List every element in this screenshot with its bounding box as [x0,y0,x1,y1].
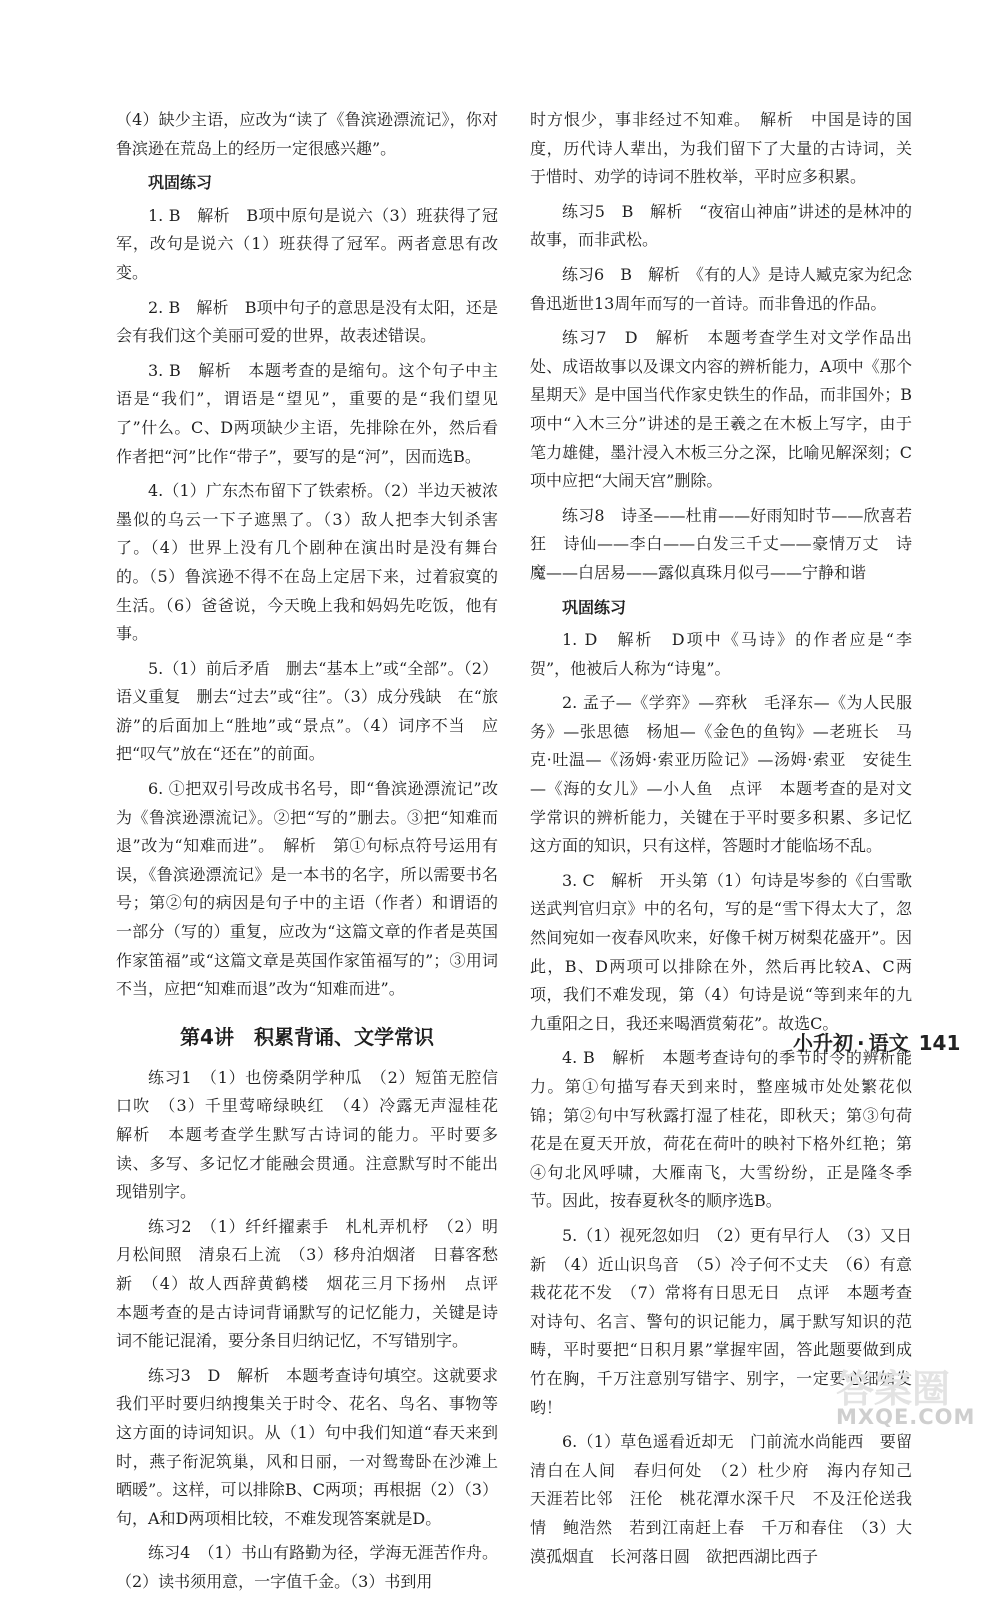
answer-paragraph: 练习6 B 解析 《有的人》是诗人臧克家为纪念鲁迅逝世13周年而写的一首诗。而非鲁迅的作品。 [530,264,912,313]
answer-paragraph: （4）缺少主语，应改为“读了《鲁滨逊漂流记》，你对鲁滨逊在荒岛上的经历一定很感兴趣”。 [116,110,498,158]
answer-paragraph: 练习7 D 解析 本题考查学生对文学作品出处、成语故事以及课文内容的辨析能力，A项中《那个星期天》是中国当代作家史铁生的作品，而非国外；B项中“入木三分”讲述的是王羲之在木板上写字，由于笔力雄健，墨汁浸入木板三分之深，比喻见解深刻；C项中应把“大闹天宫”删除。 [530,328,912,491]
answer-paragraph: 练习1 （1）也傍桑阴学种瓜 （2）短笛无腔信口吹 （3）千里莺啼绿映红 （4）冷露无声湿桂花 解析 本题考查学生默写古诗词的能力。平时要多读、多写、多记忆才能融会贯通。注意默写时不能出现错别字。 [116,1067,515,1202]
watermark-stamp: 答案圈 [836,1367,951,1411]
left-column [116,106,515,1603]
page-footer [793,1027,960,1056]
answer-paragraph: 练习8 诗圣——杜甫——好雨知时节——欣喜若狂 诗仙——李白——白发三千丈——豪情万丈 诗魔——白居易——露似真珠月似弓——宁静和谐 [530,505,912,582]
answer-paragraph: 2. 孟子—《学弈》—弈秋 毛泽东—《为人民服务》—张思德 杨旭—《金色的鱼钩》—老班长 马克·吐温—《汤姆·索亚历险记》—汤姆·索亚 安徒生—《海的女儿》—小人鱼 点评 本题考查的是对文学常识的辨析能力，关键在于平时要多积累、多记忆这方面的知识，只有这样，答题时才能临场不乱。 [530,693,912,856]
answer-paragraph: 2. B 解析 B项中句子的意思是没有太阳，还是会有我们这个美丽可爱的世界，故表述错误。 [116,297,498,346]
footer-separator: · [857,1031,865,1055]
right-column [530,106,929,1577]
answer-paragraph: 3. B 解析 本题考查的是缩句。这个句子中主语是“我们”，谓语是“望见”，重要的是“我们望见了”什么。C、D两项缺少主语，先排除在外，然后看作者把“河”比作“带子”，要写的是“河”，因而选B。 [116,360,498,466]
answer-paragraph: 练习5 B 解析 “夜宿山神庙”讲述的是林冲的故事，而非武松。 [530,201,912,250]
answer-paragraph: 练习4 （1）书山有路勤为径，学海无涯苦作舟。（2）读书须用意，一字值千金。（3）书到用 [116,1543,498,1591]
answer-paragraph: 1. D 解析 D项中《马诗》的作者应是“李贺”，他被后人称为“诗鬼”。 [530,630,912,678]
section-heading: 巩固练习 [148,173,213,193]
answer-paragraph: 6. ①把双引号改成书名号，即“鲁滨逊漂流记”改为《鲁滨逊漂流记》。②把“写的”删去。③把“知难而退”改为“知难而进”。 解析 第①句标点符号运用有误，《鲁滨逊漂流记》是一本书的名字，所以需要书名号；第②句的病因是句子中的主语（作者）和谓语的一部分（写的）重复，应改为“这篇文章的作者是英国作家笛福”或“这篇文章是英国作家笛福写的”；③用词不当，应把“知难而退”改为“知难而进”。 [116,779,498,999]
answer-paragraph: 4. B 解析 本题考查诗句的季节时令的辨析能力。第①句描写春天到来时，整座城市处处繁花似锦；第②句中写秋露打湿了桂花，即秋天；第③句荷花是在夏天开放，荷花在荷叶的映衬下格外红艳；第④句北风呼啸，大雁南飞，大雪纷纷，正是隆冬季节。因此，按春夏秋冬的顺序选B。 [530,1048,912,1211]
answer-paragraph: 时方恨少，事非经过不知难。 解析 中国是诗的国度，历代诗人辈出，为我们留下了大量的古诗词，关于惜时、劝学的诗词不胜枚举，平时应多积累。 [530,110,912,187]
answer-paragraph: 3. C 解析 开头第（1）句诗是岑参的《白雪歌送武判官归京》中的名句，写的是“雪下得太大了，忽然间宛如一夜春风吹来，好像千树万树梨花盛开”。因此，B、D两项可以排除在外，然后再比较A、C两项，我们不难发现，第（4）句诗是说“等到来年的九九重阳之日，我还来喝酒赏菊花”。故选C。 [530,870,912,1033]
section-heading: 巩固练习 [562,597,627,617]
answer-paragraph: 1. B 解析 B项中原句是说六（3）班获得了冠军，改句是说六（1）班获得了冠军。两者意思有改变。 [116,205,498,282]
page-number: 141 [918,1031,961,1055]
answer-paragraph: 5.（1）前后矛盾 删去“基本上”或“全部”。（2）语义重复 删去“过去”或“往”。（3）成分残缺 在“旅游”的后面加上“胜地”或“景点”。（4）词序不当 应把“叹气”放在“还在”的前面。 [116,658,498,764]
book-title: 小升初 [793,1031,853,1055]
answer-paragraph: 练习3 D 解析 本题考查诗句填空。这就要求我们平时要归纳搜集关于时令、花名、鸟名、事物等这方面的诗词知识。从（1）句中我们知道“春天来到时，燕子衔泥筑巢，风和日丽，一对鸳鸯卧在沙滩上晒暖”。这样，可以排除B、C两项；再根据（2）（3）句，A和D两项相比较，不难发现答案就是D。 [116,1365,498,1528]
lesson-title: 第4讲 积累背诵、文学常识 [180,1024,434,1049]
answer-paragraph: 6.（1）草色遥看近却无 门前流水尚能西 要留清白在人间 春归何处 （2）杜少府 海内存知己 天涯若比邻 汪伦 桃花潭水深千尺 不及汪伦送我情 鲍浩然 若到江南赶上春 千万和春住 （3）大漠孤烟直 长河落日圆 欲把西湖比西子 [530,1432,929,1566]
answer-paragraph: 练习2 （1）纤纤擢素手 札札弄机杼 （2）明月松间照 清泉石上流 （3）移舟泊烟渚 日暮客愁新 （4）故人西辞黄鹤楼 烟花三月下扬州 点评 本题考查的是古诗词背诵默写的记忆能力，关键是诗词不能记混淆，要分条目归纳记忆，不写错别字。 [116,1216,515,1351]
subject-label: 语文 [868,1031,909,1055]
answer-paragraph: 5.（1）视死忽如归 （2）更有早行人 （3）又日新 （4）近山识鸟音 （5）冷子何不丈夫 （6）有意栽花花不发 （7）常将有日思无日 点评 本题考查对诗句、名言、警句的识记能力，属于默写知识的范畴，平时要把“日积月累”掌握牢固，答此题要做到成竹在胸，千万注意别写错字、别字，一定要心细如发哟！ [530,1225,912,1417]
answer-paragraph: 4.（1）广东杰布留下了铁索桥。（2）半边天被浓墨似的乌云一下子遮黑了。（3）敌人把李大钊杀害了。（4）世界上没有几个剧种在演出时是没有舞台的。（5）鲁滨逊不得不在岛上定居下来，过着寂寞的生活。（6）爸爸说，今天晚上我和妈妈先吃饭，他有事。 [116,481,498,644]
watermark-site: MXQE.COM [836,1405,976,1429]
